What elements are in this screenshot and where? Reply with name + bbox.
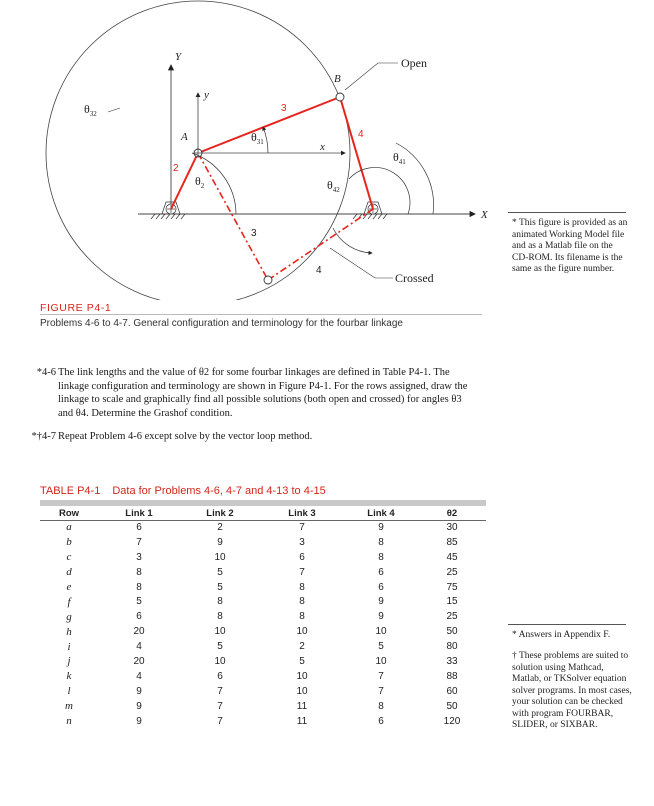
row-id-cell: g — [66, 610, 72, 623]
axis-label-X: X — [481, 209, 488, 221]
table-cell: 6 — [378, 715, 384, 727]
table-cell: 10 — [296, 626, 308, 638]
link3-open — [198, 97, 340, 153]
table-cell: 6 — [378, 581, 384, 593]
table-cell: 85 — [446, 536, 458, 548]
table-cell: 7 — [378, 685, 384, 697]
table-cell: 7 — [136, 536, 142, 548]
table-cell: 10 — [214, 655, 226, 667]
table-cell: 25 — [446, 566, 458, 578]
table-cell: 120 — [443, 715, 461, 727]
table-cell: 50 — [446, 700, 458, 712]
open-label: Open — [401, 56, 427, 70]
theta41-label: $\theta_{41}$ — [393, 150, 406, 166]
answers-note: * Answers in Appendix F. — [512, 630, 611, 640]
theta31-label: $\theta_{31}$ — [251, 130, 264, 146]
table-cell: 20 — [133, 655, 145, 667]
problem-4-7 — [31, 430, 478, 444]
table-cell: 25 — [446, 611, 458, 623]
table-cell: 8 — [217, 611, 223, 623]
row-id-cell: j — [67, 655, 71, 668]
row-id-cell: m — [65, 700, 73, 713]
table-cell: 8 — [136, 566, 142, 578]
table-cell: 5 — [136, 596, 142, 608]
table-cell: 88 — [446, 670, 458, 682]
table-row — [40, 565, 486, 580]
table-row — [40, 550, 486, 565]
table-cell: 2 — [217, 521, 223, 533]
problem-number: *†4-7 — [31, 431, 56, 442]
solver-note: † These problems are suited to solution using Mathcad, Matlab, or TKSolver equation solver programs. In most cases, your solution can be checked with program FOURBAR, SLIDER, or SIXBAR. — [512, 651, 632, 730]
figure-side-note: * This figure is provided as an animated Working Model file and as a Matlab file on the CD-ROM. Its filename is the same as the figure number. — [512, 218, 628, 274]
row-id-cell: h — [66, 625, 72, 638]
joint-label-B: B — [334, 73, 341, 85]
table-row — [40, 639, 486, 654]
table-cell: 30 — [446, 521, 458, 533]
table-cell: 15 — [446, 596, 458, 608]
column-header: Link 4 — [367, 507, 395, 519]
table-row — [40, 684, 486, 699]
table-cell: 10 — [296, 670, 308, 682]
table-cell: 75 — [446, 581, 458, 593]
table-label: TABLE P4-1 — [40, 485, 101, 497]
problem-text: The link lengths and the value of θ2 for some fourbar linkages are defined in Table P4-1. The linkage configuration and terminology are shown in Figure P4-1. For the rows assigned, draw the linkage to scale and graphically find all possible solutions (both open and crossed) for angles θ3 and θ4. Determine the Grashof condition. — [58, 367, 468, 419]
column-header: θ2 — [446, 507, 458, 519]
link2 — [171, 153, 198, 209]
column-header: Row — [58, 507, 80, 519]
table-cell: 9 — [217, 536, 223, 548]
problem-text: Repeat Problem 4-6 except solve by the vector loop method. — [58, 431, 313, 442]
table-cell: 4 — [136, 641, 142, 653]
row-id-cell: f — [67, 595, 71, 608]
table-cell: 10 — [214, 551, 226, 563]
theta42-label: $\theta_{42}$ — [327, 178, 340, 194]
table-row — [40, 609, 486, 624]
table-cell: 2 — [299, 641, 305, 653]
table-row — [40, 654, 486, 669]
table-cell: 7 — [217, 685, 223, 697]
row-id-cell: c — [66, 551, 72, 564]
table-cell: 8 — [299, 596, 305, 608]
table-cell: 60 — [446, 685, 458, 697]
figure-caption-text: Problems 4-6 to 4-7. General configuration and terminology for the fourbar linkage — [40, 318, 403, 329]
table-cell: 10 — [214, 626, 226, 638]
table-cell: 9 — [378, 521, 384, 533]
crossed-label: Crossed — [395, 271, 434, 285]
table-row — [40, 669, 486, 684]
table-cell: 9 — [136, 715, 142, 727]
table-cell: 6 — [217, 670, 223, 682]
row-id-cell: n — [66, 715, 72, 728]
table-cell: 5 — [299, 655, 305, 667]
table-cell: 10 — [375, 626, 387, 638]
row-id-cell: a — [66, 521, 72, 534]
table-cell: 5 — [217, 566, 223, 578]
table-cell: 10 — [375, 655, 387, 667]
table-header-row — [40, 506, 486, 520]
table-row — [40, 714, 486, 729]
link-data-table — [40, 506, 486, 728]
table-cell: 8 — [217, 596, 223, 608]
row-id-cell: e — [66, 581, 72, 593]
side-note-rule — [508, 212, 626, 213]
link2-number: 2 — [173, 163, 179, 174]
table-cell: 20 — [133, 626, 145, 638]
row-id-cell: i — [67, 640, 71, 653]
table-cell: 8 — [136, 581, 142, 593]
link3-crossed-number: 3 — [251, 228, 257, 239]
table-cell: 5 — [217, 641, 223, 653]
joint-b-crossed — [264, 276, 272, 284]
theta31-arc — [263, 127, 268, 153]
table-row — [40, 580, 486, 595]
table-row — [40, 535, 486, 550]
column-header: Link 2 — [206, 507, 234, 519]
ground-pivot-left — [151, 202, 188, 219]
link4-crossed-number: 4 — [316, 265, 322, 276]
problem-number: *4-6 — [36, 367, 56, 378]
table-cell: 11 — [296, 700, 308, 712]
table-cell: 8 — [299, 611, 305, 623]
axis-label-y: y — [204, 89, 209, 101]
table-cell: 4 — [136, 670, 142, 682]
table-cell: 33 — [446, 655, 458, 667]
table-cell: 8 — [299, 581, 305, 593]
theta2-label: $\theta_2$ — [195, 174, 205, 190]
figure-caption-rule — [40, 314, 482, 315]
row-id-cell: k — [66, 670, 72, 683]
figure-caption-title: FIGURE P4-1 — [40, 302, 112, 314]
table-cell: 6 — [378, 566, 384, 578]
axis-label-x: x — [320, 141, 325, 153]
open-leader — [345, 63, 398, 90]
joint-label-A: A — [181, 131, 188, 143]
axis-label-Y: Y — [175, 51, 182, 63]
table-cell: 80 — [446, 641, 458, 653]
table-cell: 7 — [378, 670, 384, 682]
table-title-text: Data for Problems 4-6, 4-7 and 4-13 to 4-15 — [112, 485, 326, 497]
theta32-leader — [108, 108, 120, 112]
row-id-cell: d — [66, 566, 72, 579]
table-cell: 50 — [446, 626, 458, 638]
table-cell: 6 — [136, 521, 142, 533]
link3-crossed — [198, 153, 268, 280]
table-cell: 3 — [136, 551, 142, 563]
table-cell: 10 — [296, 685, 308, 697]
table-cell: 7 — [217, 715, 223, 727]
table-cell: 9 — [378, 611, 384, 623]
answers-note-rule — [508, 624, 626, 625]
theta41-arc — [396, 143, 434, 214]
problem-4-6 — [36, 366, 478, 420]
table-cell: 8 — [378, 700, 384, 712]
column-header: Link 1 — [125, 507, 153, 519]
table-row — [40, 594, 486, 609]
table-cell: 7 — [299, 521, 305, 533]
table-cell: 8 — [378, 536, 384, 548]
table-cell: 7 — [299, 566, 305, 578]
table-title — [40, 485, 326, 497]
table-row — [40, 624, 486, 639]
joint-b-open — [336, 93, 344, 101]
table-row — [40, 699, 486, 714]
table-cell: 9 — [378, 596, 384, 608]
table-cell: 3 — [299, 536, 305, 548]
table-cell: 6 — [136, 611, 142, 623]
table-cell: 45 — [446, 551, 458, 563]
table-cell: 5 — [217, 581, 223, 593]
table-row — [40, 520, 486, 535]
table-cell: 8 — [378, 551, 384, 563]
table-cell: 5 — [378, 641, 384, 653]
theta32-label: $\theta_{32}$ — [84, 102, 97, 118]
table-header-rule — [40, 520, 486, 521]
table-cell: 11 — [296, 715, 308, 727]
table-cell: 6 — [299, 551, 305, 563]
table-cell: 7 — [217, 700, 223, 712]
link4-open-number: 4 — [358, 129, 364, 140]
row-id-cell: l — [67, 685, 71, 698]
link3-open-number: 3 — [281, 103, 287, 114]
table-cell: 9 — [136, 685, 142, 697]
column-header: Link 3 — [288, 507, 316, 519]
row-id-cell: b — [66, 536, 72, 549]
crossed-leader — [330, 248, 393, 278]
table-cell: 9 — [136, 700, 142, 712]
